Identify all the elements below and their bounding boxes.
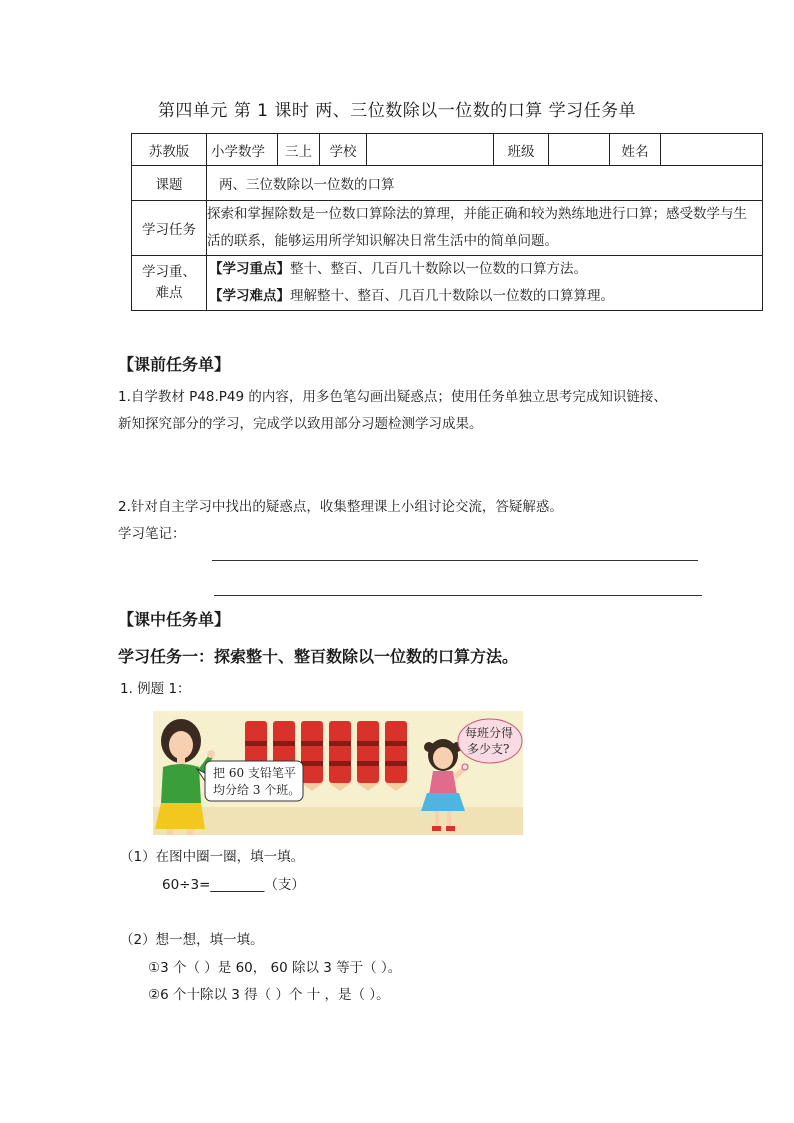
- topic-label: 课题: [132, 166, 207, 201]
- info-row-key: [132, 256, 763, 311]
- notes-line-2[interactable]: [214, 595, 702, 596]
- example-illustration: [153, 711, 523, 835]
- notes-label: 学习笔记：: [118, 526, 186, 542]
- key-point: [209, 256, 758, 283]
- task1-title: 学习任务一：探索整十、整百数除以一位数的口算方法。: [118, 647, 519, 666]
- grade-cell: 三上: [278, 134, 320, 166]
- example-label: 1. 例题 1：: [120, 681, 191, 697]
- pencil-bundle-6: [385, 721, 407, 791]
- girl-speech-line1: 每班分得: [465, 726, 514, 740]
- name-label-cell: 姓名: [610, 134, 661, 166]
- question2: （2）想一想，填一填。: [120, 932, 264, 948]
- info-table: [131, 133, 763, 311]
- class-label-cell: 班级: [494, 134, 549, 166]
- pencil-bundle-5: [357, 721, 379, 791]
- name-value-cell[interactable]: [661, 134, 763, 166]
- girl-speech-bubble: [458, 719, 522, 770]
- difficult-text: 理解整十、整百、几百几十数除以一位数的口算算理。: [290, 288, 614, 304]
- task-label: 学习任务: [132, 201, 207, 256]
- pencil-bundle-4: [329, 721, 351, 791]
- teacher-speech-line2: 均分给 3 个班。: [213, 783, 301, 797]
- girl-speech-line2: 多少支?: [467, 742, 510, 756]
- key-label-line2: 难点: [155, 285, 183, 301]
- school-value-cell[interactable]: [367, 134, 494, 166]
- key-point-tag: 【学习重点】: [209, 261, 290, 277]
- question1: （1）在图中圈一圈，填一填。: [120, 849, 305, 865]
- teacher-speech-line1: 把 60 支铅笔平: [213, 766, 296, 780]
- floor-shape: [153, 807, 523, 835]
- notes-line-1[interactable]: [212, 560, 698, 561]
- pencil-bundle-3: [301, 721, 323, 791]
- key-value: [207, 256, 763, 311]
- info-row-task: [132, 201, 763, 256]
- illustration-svg: [153, 711, 523, 835]
- topic-value: 两、三位数除以一位数的口算: [207, 166, 763, 201]
- task-value-line2: 活的联系，能够运用所学知识解决日常生活中的简单问题。: [207, 233, 558, 249]
- pre-item2: 2.针对自主学习中找出的疑惑点，收集整理课上小组讨论交流，答疑解惑。: [118, 499, 563, 515]
- question1-equation[interactable]: 60÷3=________（支）: [162, 877, 305, 893]
- key-label-line1: 学习重、: [142, 264, 196, 280]
- teacher-speech-bubble: [197, 761, 303, 801]
- subject-cell: 小学数学: [207, 134, 278, 166]
- pre-item1-line1: 1.自学教材 P48.P49 的内容，用多色笔勾画出疑惑点；使用任务单独立思考完成知识链接、: [118, 389, 667, 405]
- class-value-cell[interactable]: [549, 134, 610, 166]
- info-row-topic: [132, 166, 763, 201]
- task-value: [207, 201, 763, 256]
- question2-b[interactable]: ②6 个十除以 3 得（ ）个 十 ，是（ ）。: [148, 987, 390, 1003]
- mid-task-heading: 【课中任务单】: [118, 610, 231, 629]
- difficult-point: [209, 283, 758, 310]
- edition-cell: 苏教版: [132, 134, 207, 166]
- info-row-header: [132, 134, 763, 166]
- key-label: [132, 256, 207, 311]
- pre-task-heading: 【课前任务单】: [118, 355, 231, 374]
- task-value-line1: 探索和掌握除数是一位数口算除法的算理，并能正确和较为熟练地进行口算；感受数学与生: [207, 206, 747, 222]
- page-title: 第四单元 第 1 课时 两、三位数除以一位数的口算 学习任务单: [157, 101, 637, 121]
- school-label-cell: 学校: [320, 134, 367, 166]
- question2-a[interactable]: ①3 个（ ）是 60， 60 除以 3 等于（ ）。: [148, 960, 402, 976]
- key-point-text: 整十、整百、几百几十数除以一位数的口算方法。: [290, 261, 587, 277]
- pre-item1-line2: 新知探究部分的学习，完成学以致用部分习题检测学习成果。: [118, 416, 483, 432]
- difficult-tag: 【学习难点】: [209, 288, 290, 304]
